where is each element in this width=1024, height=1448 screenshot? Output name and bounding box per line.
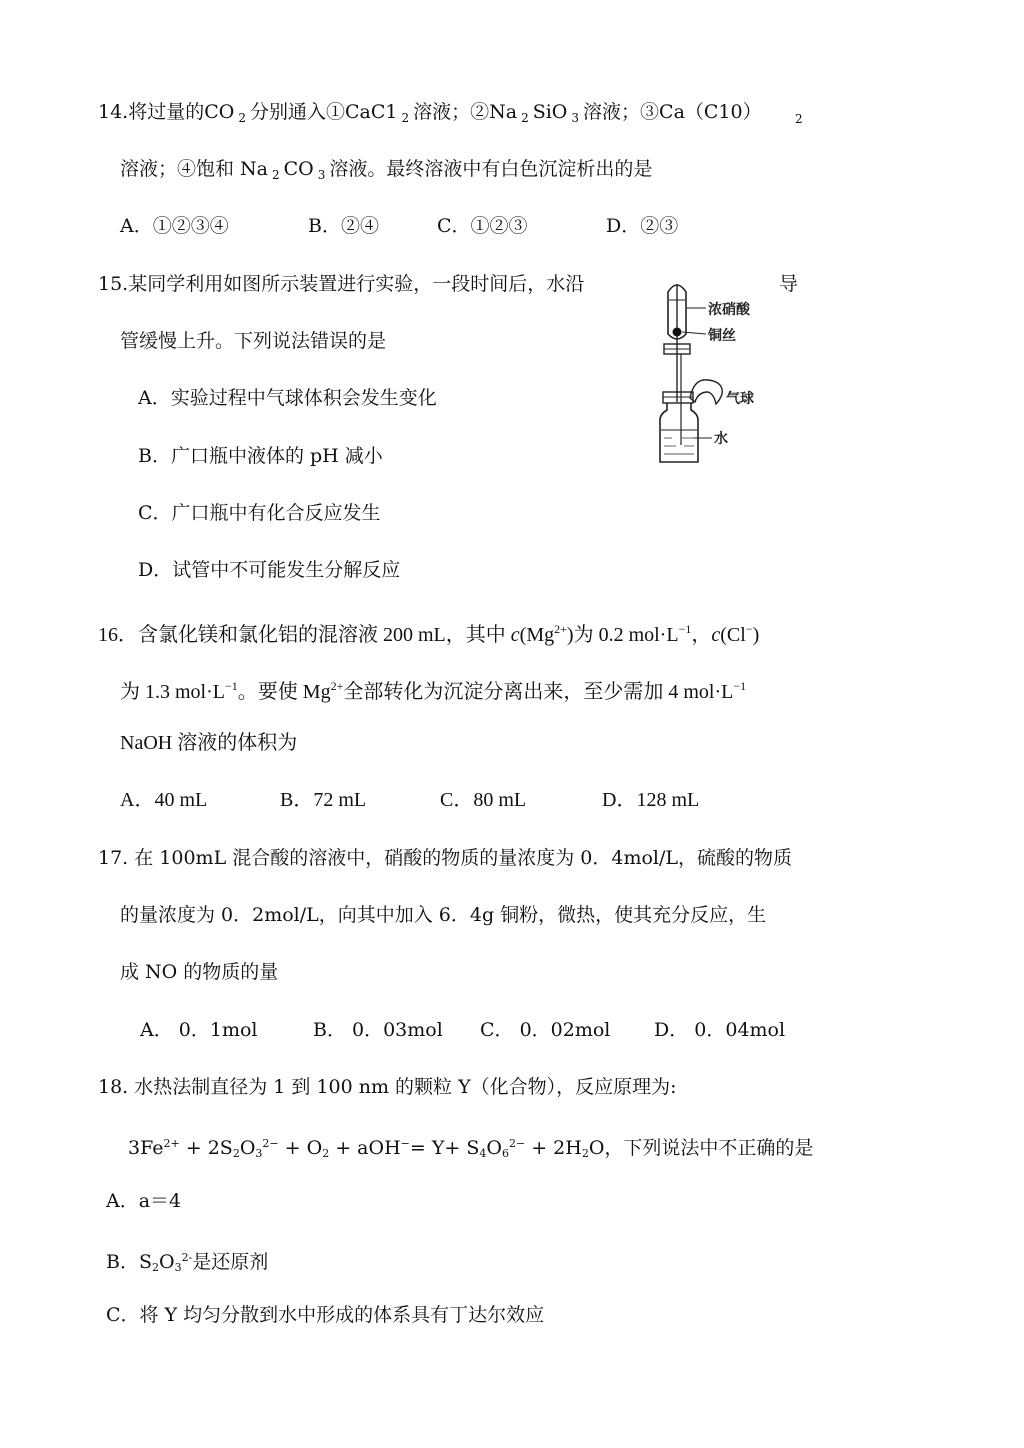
q15-option-b: B．广口瓶中液体的 pH 减小: [138, 445, 383, 467]
q15-line2: 管缓慢上升。下列说法错误的是: [120, 330, 387, 352]
q17-line2: 的量浓度为 0．2mol/L，向其中加入 6．4g 铜粉，微热，使其充分反应，生: [120, 904, 767, 926]
q18-equation: $3Fe^{2+} + 2S2O3^{2-} + O2 + aOH^-= Y+ S4O6^{2-} + 2H2O$，下列说法中不正确的是: [128, 1137, 814, 1160]
label-concentrated-nitric-acid: 浓硝酸: [708, 302, 750, 318]
q14-option-c: C．①②③: [437, 215, 528, 237]
q16-line2: 为 1.3 $mol\cdot L^{-1}$。要使 $Mg^{2+}$全部转化为沉淀分离出来，至少需加 4 $mol\cdot L^{-1}$: [120, 679, 747, 703]
q15-line1-tail: 导: [779, 273, 799, 295]
q14-option-b: B．②④: [308, 215, 379, 237]
q16-option-b: B．72 mL: [280, 789, 367, 811]
q16-option-c: C．80 mL: [440, 789, 527, 811]
q15-option-d: D．试管中不可能发生分解反应: [138, 559, 401, 581]
q15-option-a: A．实验过程中气球体积会发生变化: [138, 387, 437, 409]
q14-ca-subscript: 2: [795, 112, 803, 126]
q14-line1: 14.将过量的CO $_2$ 分别通入①CaC1 $_2$ 溶液；②Na $_2$ SiO $_3$ 溶液；③Ca（C10）: [98, 101, 762, 125]
q16-line3: NaOH 溶液的体积为: [120, 732, 298, 754]
q17-option-a: A． 0．1mol: [140, 1019, 258, 1041]
q14-option-d: D．②③: [606, 215, 679, 237]
q17-line3: 成 NO 的物质的量: [120, 961, 279, 983]
label-balloon: 气球: [726, 391, 754, 407]
copper-bead: [673, 328, 682, 337]
wide-mouth-bottle: [660, 403, 698, 462]
q17-line1: 17. 在 100mL 混合酸的溶液中，硝酸的物质的量浓度为 0．4mol/L，硫酸的物质: [98, 847, 793, 869]
balloon: [690, 380, 722, 404]
q17-option-b: B． 0．03mol: [313, 1019, 443, 1041]
q18-option-b: B．$S2O3^{2-}$是还原剂: [106, 1251, 269, 1274]
q18-option-c: C．将 Y 均匀分散到水中形成的体系具有丁达尔效应: [106, 1304, 545, 1326]
q17-option-c: C． 0．02mol: [480, 1019, 611, 1041]
q17-option-d: D． 0．04mol: [654, 1019, 786, 1041]
label-copper-wire: 铜丝: [708, 328, 736, 344]
q16-option-a: A．40 mL: [120, 789, 208, 811]
q16-line1: 16．含氯化镁和氯化铝的混溶液 200 mL，其中 $c(Mg^{2+})$为 0.2 $mol\cdot L^{-1}$，c(Cl−): [98, 622, 760, 646]
q15-line1: 15.某同学利用如图所示装置进行实验，一段时间后，水沿: [98, 273, 585, 295]
q14-option-a: A．①②③④: [120, 215, 229, 237]
q16-option-d: D．128 mL: [602, 789, 700, 811]
q14-line2: 溶液；④饱和 Na $_2$ CO $_3$ 溶液。最终溶液中有白色沉淀析出的是: [120, 158, 653, 182]
q18-line1: 18. 水热法制直径为 1 到 100 nm 的颗粒 Y（化合物），反应原理为:: [98, 1076, 677, 1098]
label-water: 水: [714, 431, 728, 447]
q15-option-c: C．广口瓶中有化合反应发生: [138, 502, 381, 524]
q18-option-a: A．a＝4: [106, 1190, 182, 1212]
experiment-apparatus-figure: [650, 270, 780, 470]
